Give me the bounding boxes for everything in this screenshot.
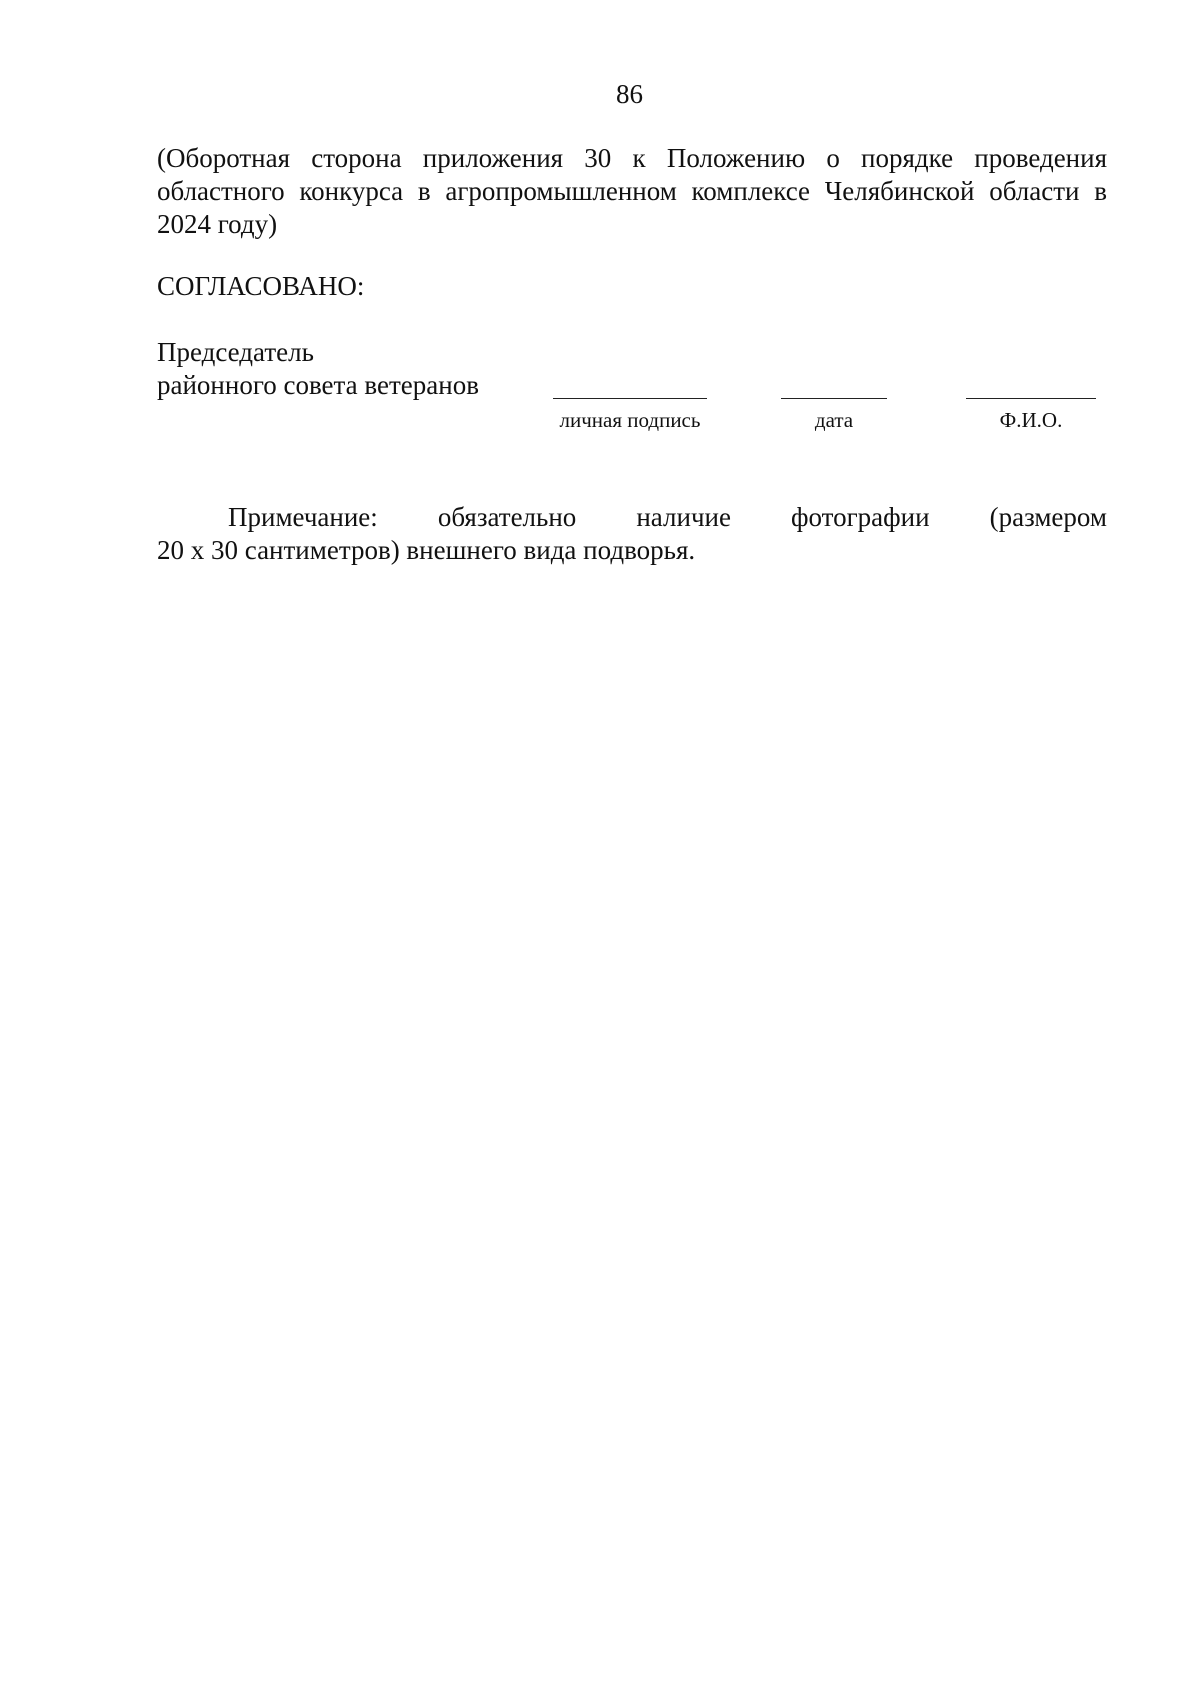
date-caption: дата: [814, 408, 854, 432]
appendix-header: [157, 142, 1107, 241]
signature-caption: личная подпись: [559, 408, 701, 432]
signature-blank-line: [553, 398, 707, 399]
appendix-header-line-2: областного конкурса в агропромышленном комплексе Челябинской области в: [157, 176, 1107, 206]
appendix-header-line-1: (Оборотная сторона приложения 30 к Положению о порядке проведения: [157, 143, 1107, 173]
date-blank-line: [781, 398, 887, 399]
approver-position-line-2: районного совета ветеранов: [157, 370, 479, 400]
approver-position: [157, 336, 479, 402]
approver-position-line-1: Председатель: [157, 337, 314, 367]
name-caption: Ф.И.О.: [999, 408, 1063, 432]
note-line-2: 20 х 30 сантиметров) внешнего вида подворья.: [157, 535, 696, 565]
page-number: 86: [616, 79, 643, 109]
approval-label: СОГЛАСОВАНО:: [157, 271, 365, 301]
note-paragraph: [157, 501, 1107, 567]
appendix-header-line-3: 2024 году): [157, 209, 278, 239]
name-blank-line: [966, 398, 1096, 399]
note-line-1: Примечание: обязательно наличие фотографии (размером: [228, 502, 1107, 532]
